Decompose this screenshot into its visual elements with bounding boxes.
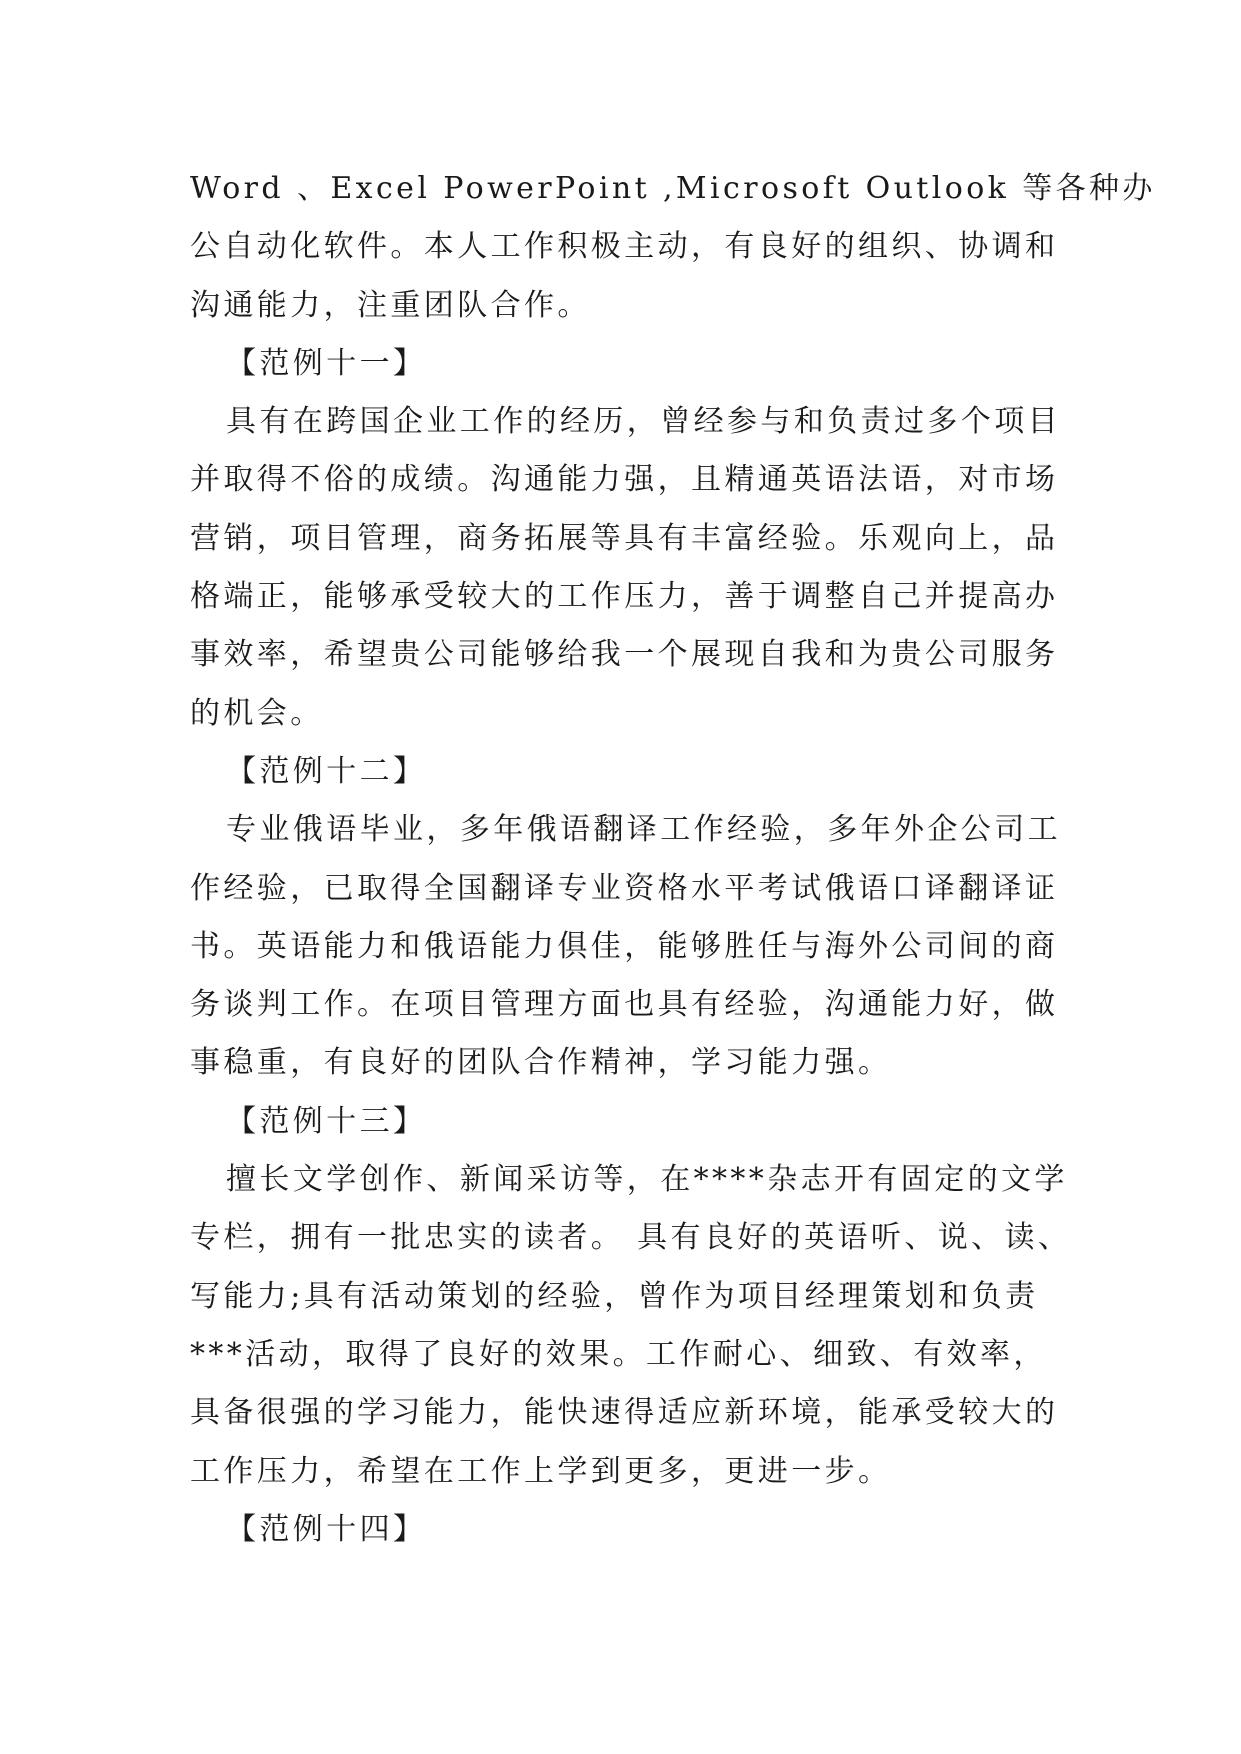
body-text-line: 的机会。 <box>190 695 324 731</box>
section-heading: 【范例十四】 <box>226 1511 427 1547</box>
body-text-line: 并取得不俗的成绩。沟通能力强，且精通英语法语，对市场 <box>190 462 1059 498</box>
body-text-line: 格端正，能够承受较大的工作压力，善于调整自己并提高办 <box>190 579 1059 615</box>
paragraph-first-line: 擅长文学创作、新闻采访等，在****杂志开有固定的文学 <box>226 1162 1068 1198</box>
section-heading: 【范例十二】 <box>226 753 427 789</box>
section-heading: 【范例十一】 <box>226 345 427 381</box>
document-body <box>190 160 1156 1559</box>
body-text-line: 事效率，希望贵公司能够给我一个展现自我和为贵公司服务 <box>190 637 1059 673</box>
body-text-line: 事稳重，有良好的团队合作精神，学习能力强。 <box>190 1045 892 1081</box>
paragraph-first-line: 具有在跨国企业工作的经历，曾经参与和负责过多个项目 <box>226 404 1061 440</box>
section-heading: 【范例十三】 <box>226 1103 427 1139</box>
body-text-line: 营销，项目管理，商务拓展等具有丰富经验。乐观向上，品 <box>190 520 1059 556</box>
body-text-line: 专栏，拥有一批忠实的读者。 具有良好的英语听、说、读、 <box>190 1220 1072 1256</box>
body-text-line: 书。英语能力和俄语能力俱佳，能够胜任与海外公司间的商 <box>190 928 1059 964</box>
paragraph-first-line: 专业俄语毕业，多年俄语翻译工作经验，多年外企公司工 <box>226 812 1061 848</box>
body-text-line: 具备很强的学习能力，能快速得适应新环境，能承受较大的 <box>190 1395 1059 1431</box>
body-text-line: 写能力;具有活动策划的经验，曾作为项目经理策划和负责 <box>190 1278 1039 1314</box>
body-text-line: 作经验，已取得全国翻译专业资格水平考试俄语口译翻译证 <box>190 870 1059 906</box>
body-text-line: 公自动化软件。本人工作积极主动，有良好的组织、协调和 <box>190 229 1059 265</box>
body-text-line: 工作压力，希望在工作上学到更多，更进一步。 <box>190 1453 892 1489</box>
body-text-line: Word 、Excel PowerPoint ,Microsoft Outlook 等各种办 <box>190 171 1156 206</box>
body-text-line: 沟通能力，注重团队合作。 <box>190 287 591 323</box>
body-text-line: 务谈判工作。在项目管理方面也具有经验，沟通能力好，做 <box>190 987 1059 1023</box>
body-text-line: ***活动，取得了良好的效果。工作耐心、细致、有效率， <box>190 1336 1047 1372</box>
